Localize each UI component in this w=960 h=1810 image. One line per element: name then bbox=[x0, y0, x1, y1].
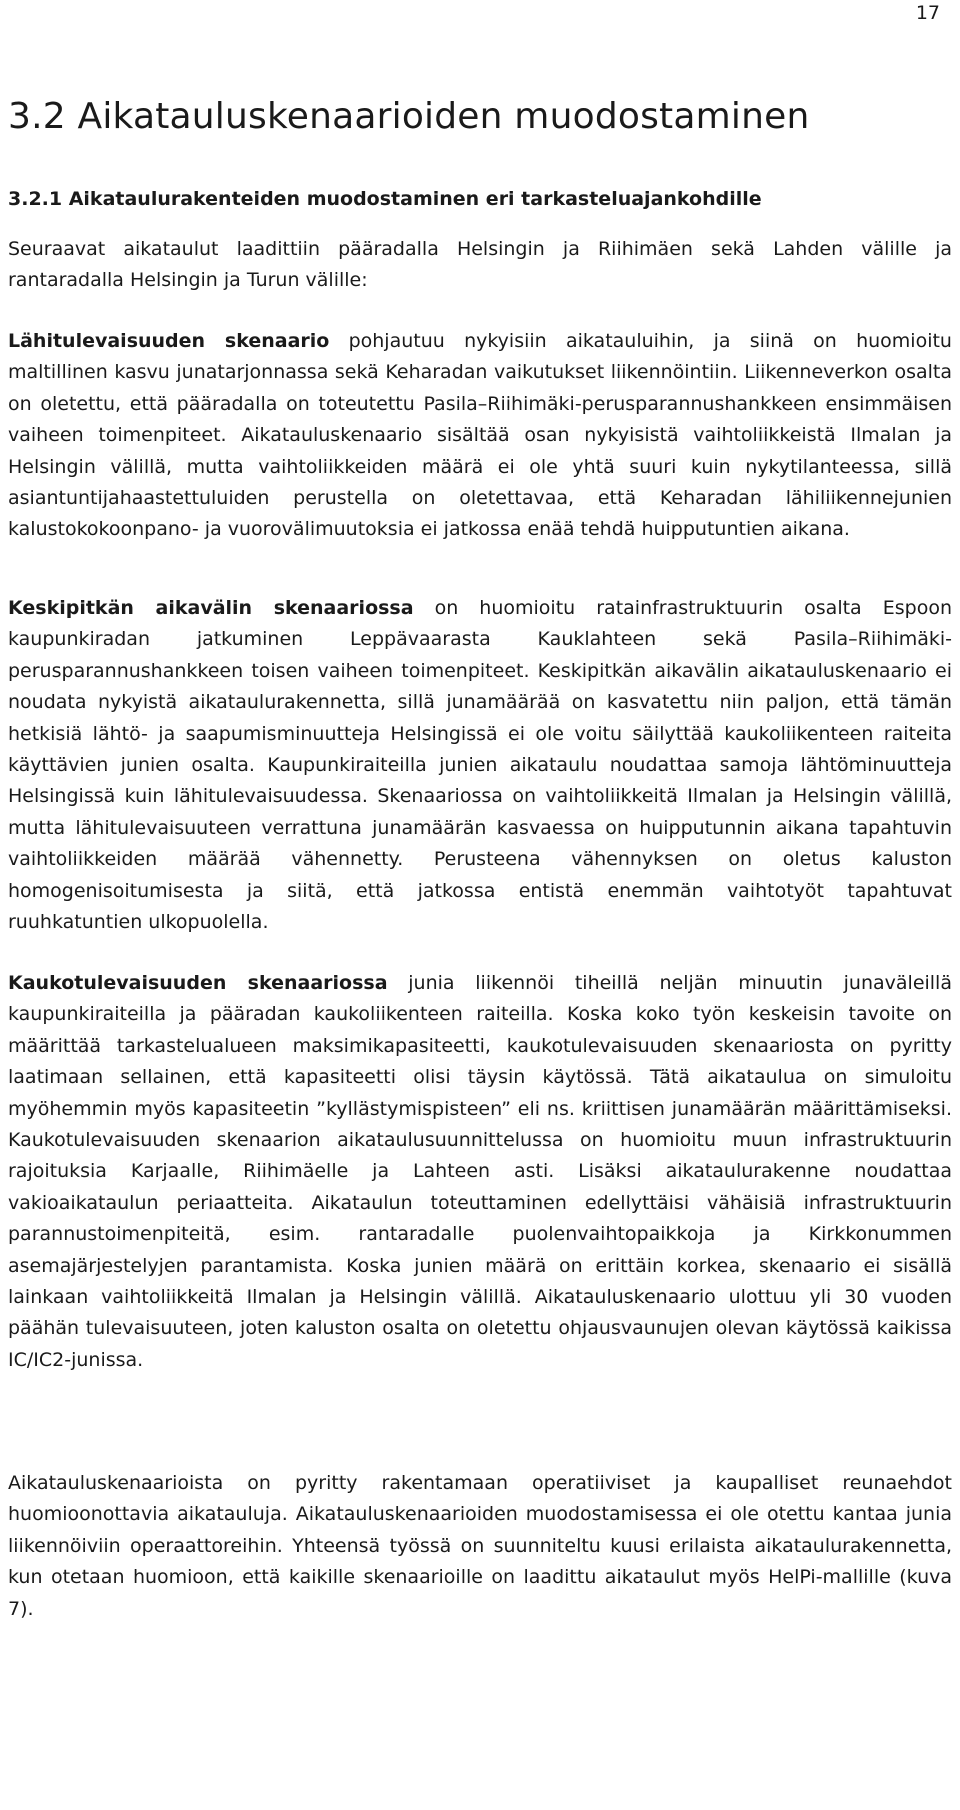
near-term-text: pohjautuu nykyisiin aikatauluihin, ja siinä on huomioitu maltillinen kasvu junatarjonnassa sekä Keharadan vaikutukset liikennöintiin. Liikenneverkon osalta on oletettu, että pääradalla on toteutettu Pasila–Riihimäki-perusparannushankkeen ensimmäisen vaiheen toimenpiteet. Aikatauluskenaario sisältää osan nykyisistä vaihtoliikkeistä Ilmalan ja Helsingin välillä, mutta vaihtoliikkeiden määrä ei ole yhtä suuri kuin nykytilanteessa, sillä asiantuntijahaastettuluiden perustella on oletettavaa, että Keharadan lähiliikennejunien kalustokokoonpano- ja vuorovälimuutoksia ei jatkossa enää tehdä huipputuntien aikana. bbox=[8, 330, 952, 541]
medium-term-text: on huomioitu ratainfrastruktuurin osalta Espoon kaupunkiradan jatkuminen Leppävaarasta Kauklahteen sekä Pasila–Riihimäki-perusparannushankkeen toisen vaiheen toimenpiteet. Keskipitkän aikavälin aikatauluskenaario ei noudata nykyistä aikataulurakennetta, sillä junamäärää on kasvatettu niin paljon, että tämän hetkisiä lähtö- ja saapumisminuutteja Helsingissä ei ole voitu säilyttää kaukoliikenteen raiteita käyttävien junien osalta. Kaupunkiraiteilla junien aikataulu noudattaa samoja lähtöminuutteja Helsingissä kuin lähitulevaisuudessa. Skenaariossa on vaihtoliikkeitä Ilmalan ja Helsingin välillä, mutta lähitulevaisuuteen verrattuna junamäärän kasvaessa on huipputunnin aikana tapahtuvin vaihtoliikkeiden määrää vähennetty. Perusteena vähennyksen on oletus kaluston homogenisoitumisesta ja siitä, että jatkossa entistä enemmän vaihtotyöt tapahtuvat ruuhkatuntien ulkopuolella. bbox=[8, 597, 952, 934]
long-term-lead: Kaukotulevaisuuden skenaariossa bbox=[8, 972, 388, 994]
medium-term-lead: Keskipitkän aikavälin skenaariossa bbox=[8, 597, 414, 619]
intro-paragraph: Seuraavat aikataulut laadittiin pääradalla Helsingin ja Riihimäen sekä Lahden välille ja rantaradalla Helsingin ja Turun välille: bbox=[8, 238, 952, 292]
closing-paragraph: Aikatauluskenaarioista on pyritty rakentamaan operatiiviset ja kaupalliset reunaehdot huomioonottavia aikatauluja. Aikatauluskenaarioiden muodostamisessa ei ole otettu kantaa junia liikennöiviin operaattoreihin. Yhteensä työssä on suunniteltu kuusi erilaista aikataulurakennetta, kun otetaan huomioon, että kaikille skenaarioille on laadittu aikataulut myös HelPi-mallille (kuva 7). bbox=[8, 1472, 952, 1620]
page-number: 17 bbox=[915, 2, 940, 24]
long-term-text: junia liikennöi tiheillä neljän minuutin junaväleillä kaupunkiraiteilla ja pääradan kaukoliikenteen raiteilla. Koska koko työn keskeisin tavoite on määrittää tarkastelualueen maksimikapasiteetti, kaukotulevaisuuden skenaariosta on pyritty laatimaan sellainen, että kapasiteetti olisi täysin käytössä. Tätä aikataulua on simuloitu myöhemmin myös kapasiteetin ”kyllästymispisteen” eli ns. kriittisen junamäärän määrittämiseksi. Kaukotulevaisuuden skenaarion aikataulusuunnittelussa on huomioitu muun infrastruktuurin rajoituksia Karjaalle, Riihimäelle ja Lahteen asti. Lisäksi aikataulurakenne noudattaa vakioaikataulun periaatteita. Aikataulun toteuttaminen edellyttäisi vähäisiä infrastruktuurin parannustoimenpiteitä, esim. rantaradalle puolenvaihtopaikkoja ja Kirkkonummen asemajärjestelyjen parantamista. Koska junien määrä on erittäin korkea, skenaario ei sisällä lainkaan vaihtoliikkeitä Ilmalan ja Helsingin välillä. Aikatauluskenaario ulottuu yli 30 vuoden päähän tulevaisuuteen, joten kaluston osalta on oletettu ohjausvaunujen olevan käytössä kaikissa IC/IC2-junissa. bbox=[8, 972, 952, 1371]
medium-term-paragraph bbox=[8, 593, 952, 938]
near-term-lead: Lähitulevaisuuden skenaario bbox=[8, 330, 330, 352]
near-term-paragraph bbox=[8, 326, 952, 546]
subsection-heading: 3.2.1 Aikataulurakenteiden muodostaminen eri tarkasteluajankohdille bbox=[8, 188, 762, 210]
section-heading: 3.2 Aikatauluskenaarioiden muodostaminen bbox=[8, 96, 810, 137]
long-term-paragraph bbox=[8, 968, 952, 1376]
